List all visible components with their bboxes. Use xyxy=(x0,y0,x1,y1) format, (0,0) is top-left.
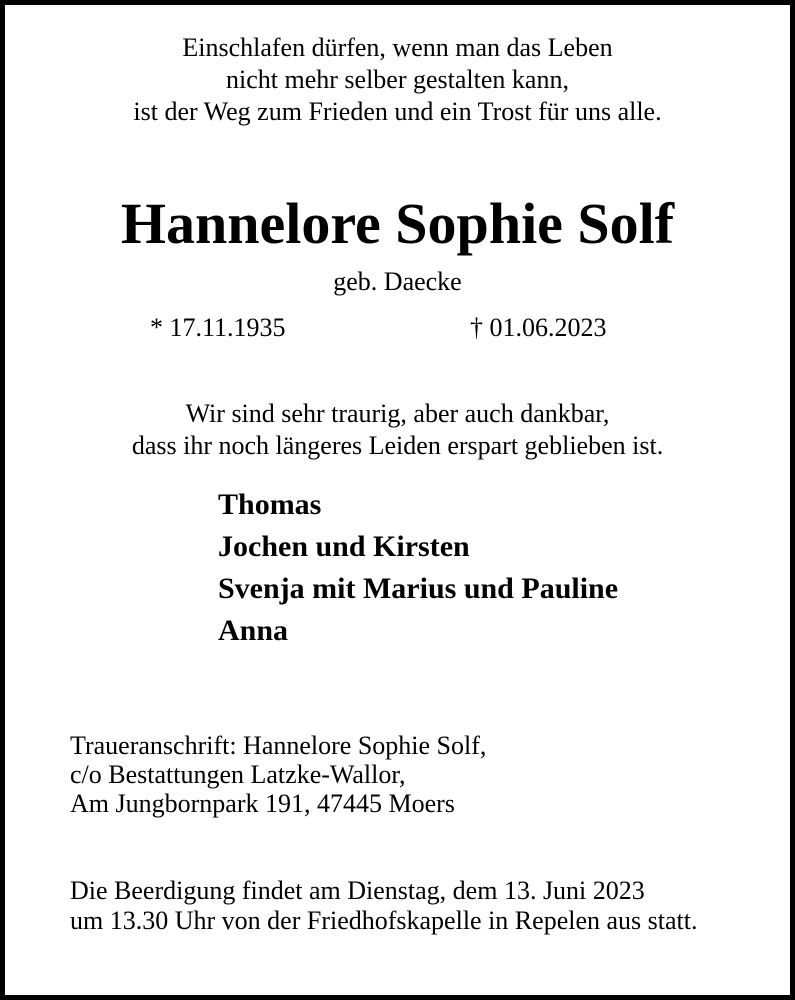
motto-line: nicht mehr selber gestalten kann, xyxy=(226,65,569,94)
message-line: dass ihr noch längeres Leiden erspart geblieben ist. xyxy=(131,431,664,460)
birth-date: * 17.11.1935 xyxy=(150,313,286,342)
deceased-name: Hannelore Sophie Solf xyxy=(120,191,675,256)
mourner: Thomas xyxy=(218,488,322,521)
birth-name: geb. Daecke xyxy=(333,267,462,296)
mourner: Anna xyxy=(218,614,289,647)
address-line: Am Jungbornpark 191, 47445 Moers xyxy=(70,789,455,818)
address-line: c/o Bestattungen Latzke-Wallor, xyxy=(70,760,406,789)
message-line: Wir sind sehr traurig, aber auch dankbar, xyxy=(185,399,610,428)
funeral-line: Die Beerdigung findet am Dienstag, dem 13. Juni 2023 xyxy=(70,876,645,905)
motto-line: ist der Weg zum Frieden und ein Trost für uns alle. xyxy=(133,97,662,126)
address-line: Traueranschrift: Hannelore Sophie Solf, xyxy=(70,731,487,760)
funeral-line: um 13.30 Uhr von der Friedhofskapelle in Repelen aus statt. xyxy=(70,906,698,935)
motto-line: Einschlafen dürfen, wenn man das Leben xyxy=(182,33,613,62)
death-date: † 01.06.2023 xyxy=(470,313,607,342)
mourner: Jochen und Kirsten xyxy=(218,530,470,563)
mourner: Svenja mit Marius und Pauline xyxy=(218,572,619,605)
